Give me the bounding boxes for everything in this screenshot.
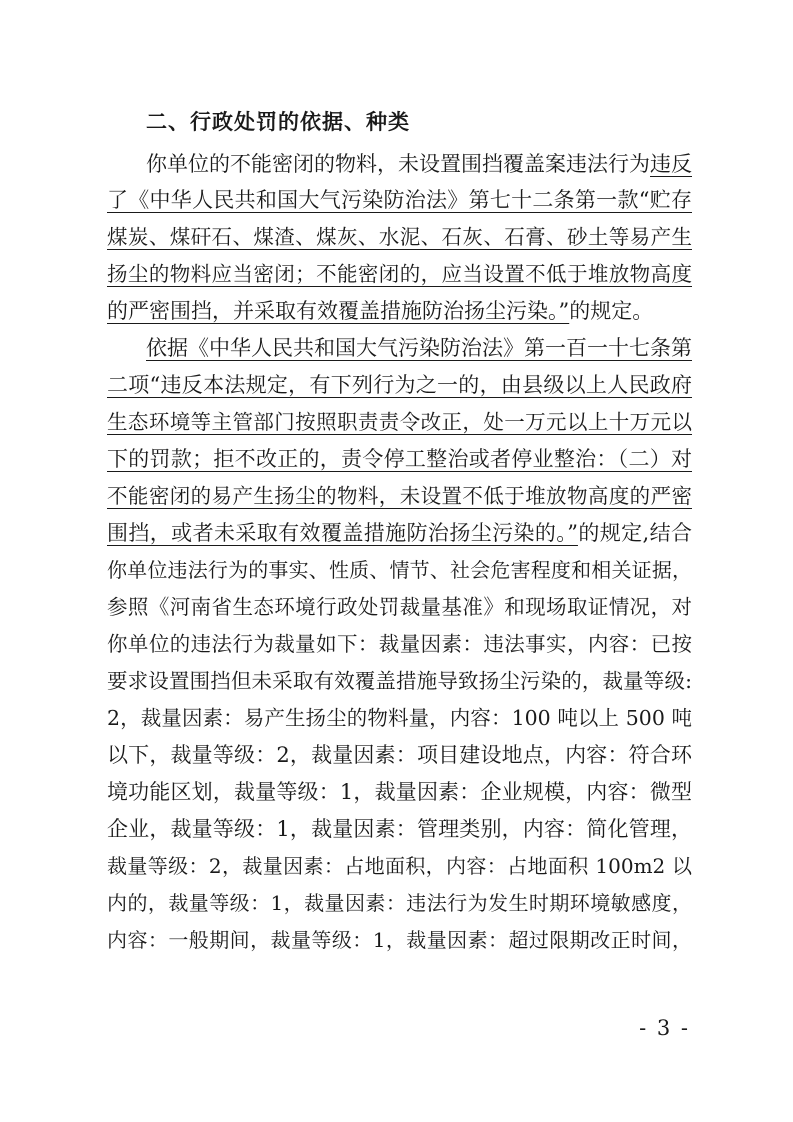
paragraph-line: 参照《河南省生态环境行政处罚裁量基准》和现场取证情况，对 [107, 595, 692, 619]
paragraph-line: 2，裁量因素：易产生扬尘的物料量，内容：100 吨以上 500 吨 [107, 706, 692, 730]
underlined-line: 了《中华人民共和国大气污染防治法》第七十二条第一款“贮存 [107, 188, 692, 212]
paragraph-line [146, 148, 692, 180]
section-heading: 二、行政处罚的依据、种类 [146, 110, 410, 134]
underlined-line: 煤炭、煤矸石、煤渣、煤灰、水泥、石灰、石膏、砂土等易产生 [107, 225, 692, 249]
underlined-line: 扬尘的物料应当密闭；不能密闭的，应当设置不低于堆放物高度 [107, 262, 692, 286]
underlined-line: 下的罚款；拒不改正的，责令停工整治或者停业整治：（二）对 [107, 447, 692, 471]
underlined-text: 围挡，或者未采取有效覆盖措施防治扬尘污染的。” [107, 521, 578, 545]
underlined-text: 违反 [650, 152, 692, 176]
paragraph-line: 境功能区划，裁量等级：1，裁量因素：企业规模，内容：微型 [107, 780, 692, 804]
paragraph-line: 裁量等级：2，裁量因素：占地面积，内容：占地面积 100m2 以 [107, 854, 692, 878]
paragraph-line: 要求设置围挡但未采取有效覆盖措施导致扬尘污染的，裁量等级: [107, 669, 692, 693]
text-span: 的规定,结合 [577, 521, 693, 545]
paragraph-line: 你单位违法行为的事实、性质、情节、社会危害程度和相关证据， [107, 558, 692, 582]
paragraph-line [107, 517, 692, 549]
paragraph-line: 内容：一般期间，裁量等级：1，裁量因素：超过限期改正时间， [107, 928, 692, 952]
text-span: 你单位的不能密闭的物料，未设置围挡覆盖案违法行为 [146, 152, 650, 176]
paragraph-line: 内的，裁量等级：1，裁量因素：违法行为发生时期环境敏感度， [107, 891, 692, 915]
paragraph-line: 企业，裁量等级：1，裁量因素：管理类别，内容：简化管理， [107, 817, 692, 841]
underlined-line: 生态环境等主管部门按照职责责令改正，处一万元以上十万元以 [107, 410, 692, 434]
underlined-line: 不能密闭的易产生扬尘的物料，未设置不低于堆放物高度的严密 [107, 484, 692, 508]
paragraph-line [107, 295, 692, 327]
underlined-line: 依据《中华人民共和国大气污染防治法》第一百一十七条第 [146, 336, 692, 360]
paragraph-line: 你单位的违法行为裁量如下：裁量因素：违法事实，内容：已按 [107, 632, 692, 656]
page-number: - 3 - [639, 1016, 690, 1040]
underlined-line: 二项“违反本法规定，有下列行为之一的，由县级以上人民政府 [107, 373, 692, 397]
text-span: 的规定。 [569, 299, 654, 323]
paragraph-line: 以下，裁量等级：2，裁量因素：项目建设地点，内容：符合环 [107, 743, 692, 767]
underlined-text: 的严密围挡，并采取有效覆盖措施防治扬尘污染。” [107, 299, 570, 323]
